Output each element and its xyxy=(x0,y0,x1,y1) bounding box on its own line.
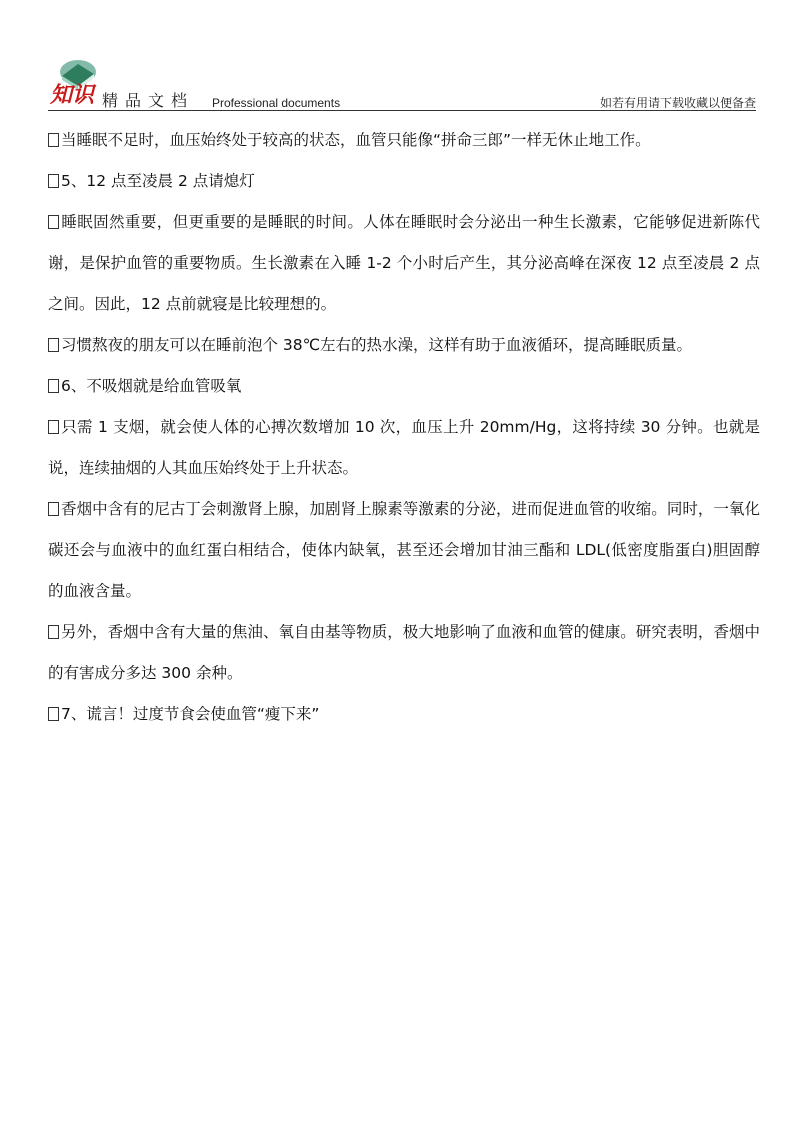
paragraph xyxy=(48,120,760,161)
checkbox-glyph-icon xyxy=(48,707,59,721)
header-divider xyxy=(48,110,756,111)
paragraph xyxy=(48,612,760,694)
paragraph-text: 香烟中含有的尼古丁会刺激肾上腺，加剧肾上腺素等激素的分泌，进而促进血管的收缩。同时，一氧化碳还会与血液中的血红蛋白相结合，使体内缺氧，甚至还会增加甘油三酯和 LDL(低密度脂蛋白)胆固醇的血液含量。 xyxy=(48,500,760,600)
page-header xyxy=(0,0,794,112)
heading-text: 5、12 点至凌晨 2 点请熄灯 xyxy=(61,172,255,190)
paragraph xyxy=(48,202,760,325)
paragraph-text: 当睡眠不足时，血压始终处于较高的状态，血管只能像“拼命三郎”一样无休止地工作。 xyxy=(61,131,651,149)
paragraph xyxy=(48,489,760,612)
section-heading xyxy=(48,366,760,407)
brand-subtitle: Professional documents xyxy=(212,96,341,110)
paragraph-text: 睡眠固然重要，但更重要的是睡眠的时间。人体在睡眠时会分泌出一种生长激素，它能够促进新陈代谢，是保护血管的重要物质。生长激素在入睡 1-2 个小时后产生，其分泌高峰在深夜 12 点至凌晨 2 点之间。因此，12 点前就寝是比较理想的。 xyxy=(48,213,760,313)
document-body xyxy=(48,120,760,735)
logo-text: 知识 xyxy=(50,82,95,108)
checkbox-glyph-icon xyxy=(48,379,59,393)
heading-text: 6、不吸烟就是给血管吸氧 xyxy=(61,377,242,395)
header-note: 如若有用请下载收藏以便备查 xyxy=(599,96,756,110)
checkbox-glyph-icon xyxy=(48,133,59,147)
checkbox-glyph-icon xyxy=(48,625,59,639)
paragraph xyxy=(48,407,760,489)
checkbox-glyph-icon xyxy=(48,215,59,229)
checkbox-glyph-icon xyxy=(48,174,59,188)
paragraph-text: 只需 1 支烟，就会使人体的心搏次数增加 10 次，血压上升 20mm/Hg，这将持续 30 分钟。也就是说，连续抽烟的人其血压始终处于上升状态。 xyxy=(48,418,760,477)
book-logo-icon xyxy=(48,50,102,108)
brand-title: 精品文档 xyxy=(102,91,195,110)
paragraph-text: 习惯熬夜的朋友可以在睡前泡个 38℃左右的热水澡，这样有助于血液循环，提高睡眠质量。 xyxy=(61,336,693,354)
heading-text: 7、谎言！过度节食会使血管“瘦下来” xyxy=(61,705,320,723)
checkbox-glyph-icon xyxy=(48,420,59,434)
checkbox-glyph-icon xyxy=(48,338,59,352)
section-heading xyxy=(48,694,760,735)
paragraph-text: 另外，香烟中含有大量的焦油、氧自由基等物质，极大地影响了血液和血管的健康。研究表明，香烟中的有害成分多达 300 余种。 xyxy=(48,623,760,682)
section-heading xyxy=(48,161,760,202)
checkbox-glyph-icon xyxy=(48,502,59,516)
paragraph xyxy=(48,325,760,366)
